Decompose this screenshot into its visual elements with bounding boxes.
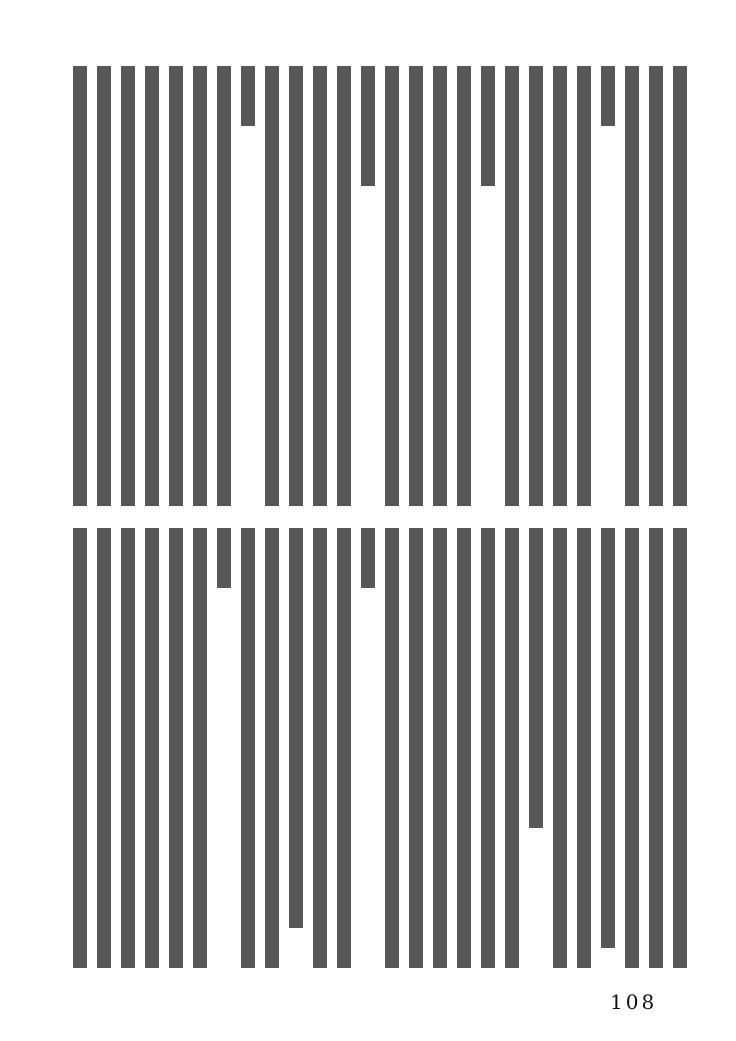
redacted-text-column — [356, 528, 380, 968]
redacted-text-column — [596, 528, 620, 968]
redacted-text-column — [68, 66, 92, 506]
redaction-bar — [577, 528, 591, 968]
redacted-text-column — [572, 66, 596, 506]
redacted-text-column — [668, 528, 692, 968]
redacted-text-column — [188, 66, 212, 506]
redaction-bar — [73, 66, 87, 506]
redacted-text-column — [284, 528, 308, 968]
redaction-bar — [145, 66, 159, 506]
redaction-bar — [193, 66, 207, 506]
redacted-text-column — [308, 528, 332, 968]
redacted-text-column — [548, 66, 572, 506]
redacted-text-column — [260, 66, 284, 506]
redaction-bar — [457, 528, 471, 968]
text-block-top-redacted — [60, 66, 692, 506]
redaction-bar — [169, 66, 183, 506]
redaction-bar — [409, 528, 423, 968]
redaction-bar — [313, 528, 327, 968]
redacted-text-column — [620, 66, 644, 506]
redacted-text-column — [452, 528, 476, 968]
redaction-bar — [625, 66, 639, 506]
redaction-bar — [289, 528, 303, 928]
redacted-text-column — [404, 66, 428, 506]
redacted-text-column — [644, 66, 668, 506]
redaction-bar — [385, 66, 399, 506]
redaction-bar — [553, 528, 567, 968]
redaction-bar — [145, 528, 159, 968]
redacted-text-column — [404, 528, 428, 968]
redacted-text-column — [236, 528, 260, 968]
redacted-text-column — [68, 528, 92, 968]
redaction-bar — [505, 66, 519, 506]
redaction-bar — [649, 528, 663, 968]
redaction-bar — [313, 66, 327, 506]
redaction-bar — [217, 528, 231, 588]
redaction-bar — [433, 66, 447, 506]
redaction-bar — [481, 66, 495, 186]
redaction-bar — [457, 66, 471, 506]
redaction-bar — [265, 528, 279, 968]
redacted-text-column — [644, 528, 668, 968]
redaction-bar — [97, 528, 111, 968]
redacted-text-column — [116, 66, 140, 506]
redacted-text-column — [212, 528, 236, 968]
redacted-text-column — [380, 66, 404, 506]
redacted-text-column — [356, 66, 380, 506]
redacted-text-column — [500, 528, 524, 968]
redacted-text-column — [332, 528, 356, 968]
redaction-bar — [601, 528, 615, 948]
redacted-text-column — [332, 66, 356, 506]
redaction-bar — [289, 66, 303, 506]
redaction-bar — [385, 528, 399, 968]
redaction-bar — [649, 66, 663, 506]
redaction-bar — [217, 66, 231, 506]
redaction-bar — [361, 66, 375, 186]
redacted-text-column — [164, 528, 188, 968]
redaction-bar — [481, 528, 495, 968]
redaction-bar — [409, 66, 423, 506]
redaction-bar — [121, 528, 135, 968]
redaction-bar — [121, 66, 135, 506]
redacted-text-column — [548, 528, 572, 968]
redacted-text-column — [476, 528, 500, 968]
redacted-text-column — [620, 528, 644, 968]
redaction-bar — [553, 66, 567, 506]
redaction-bar — [73, 528, 87, 968]
redacted-text-column — [380, 528, 404, 968]
redacted-text-column — [524, 528, 548, 968]
text-block-bottom-redacted — [60, 528, 692, 968]
redacted-text-column — [308, 66, 332, 506]
redacted-text-column — [92, 528, 116, 968]
redacted-text-column — [500, 66, 524, 506]
redacted-text-column — [572, 528, 596, 968]
redacted-text-column — [428, 66, 452, 506]
redaction-bar — [577, 66, 591, 506]
redacted-text-column — [164, 66, 188, 506]
redaction-bar — [673, 528, 687, 968]
redaction-bar — [433, 528, 447, 968]
redacted-text-column — [188, 528, 212, 968]
redaction-bar — [361, 528, 375, 588]
redaction-bar — [337, 528, 351, 968]
redacted-text-column — [284, 66, 308, 506]
redaction-bar — [337, 66, 351, 506]
redaction-bar — [241, 528, 255, 968]
redacted-text-column — [596, 66, 620, 506]
redacted-text-column — [116, 528, 140, 968]
redacted-text-column — [524, 66, 548, 506]
redaction-bar — [625, 528, 639, 968]
redaction-bar — [505, 528, 519, 968]
redaction-bar — [241, 66, 255, 126]
redaction-bar — [193, 528, 207, 968]
redaction-bar — [529, 66, 543, 506]
redaction-bar — [529, 528, 543, 828]
redacted-text-column — [236, 66, 260, 506]
redacted-text-column — [92, 66, 116, 506]
redacted-text-column — [260, 528, 284, 968]
redacted-text-column — [452, 66, 476, 506]
redacted-text-column — [428, 528, 452, 968]
redaction-bar — [169, 528, 183, 968]
redaction-bar — [601, 66, 615, 126]
page-number: 108 — [610, 990, 658, 1014]
redacted-text-column — [140, 66, 164, 506]
redaction-bar — [265, 66, 279, 506]
redacted-text-column — [476, 66, 500, 506]
redacted-text-column — [212, 66, 236, 506]
redacted-text-column — [668, 66, 692, 506]
redaction-bar — [97, 66, 111, 506]
redacted-text-column — [140, 528, 164, 968]
redaction-bar — [673, 66, 687, 506]
